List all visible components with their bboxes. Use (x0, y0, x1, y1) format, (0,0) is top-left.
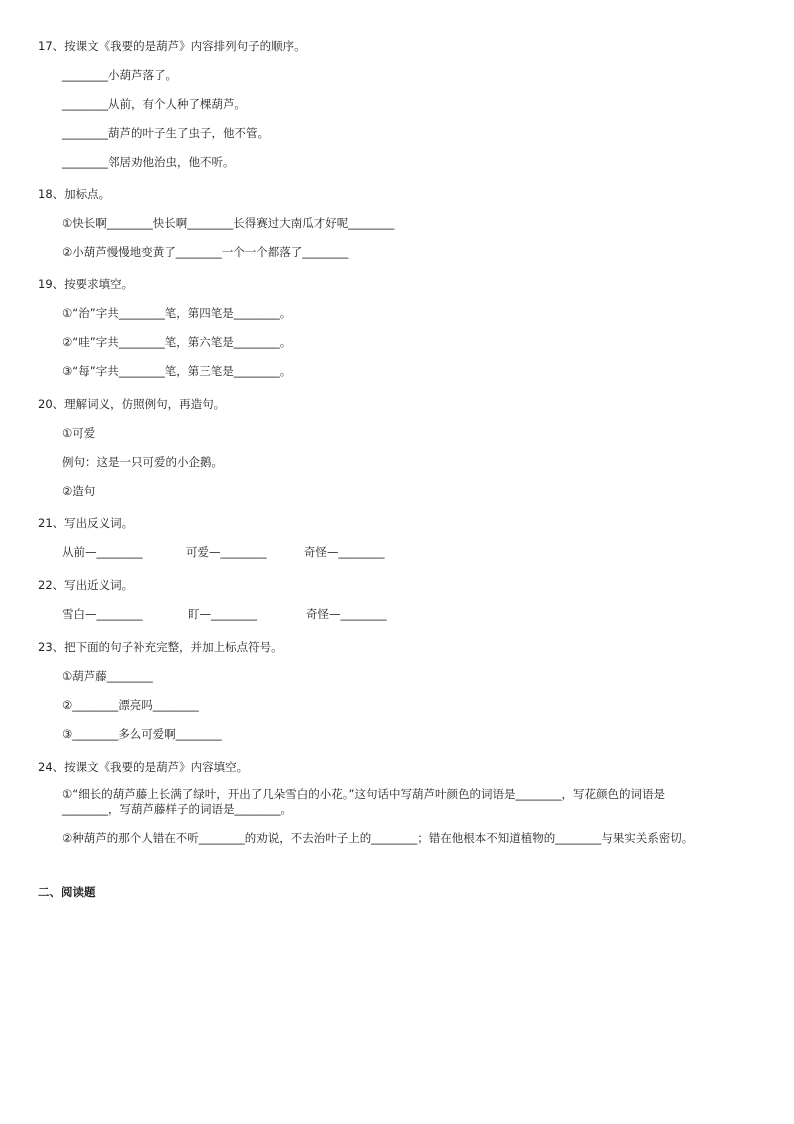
q17-item-4: ________邻居劝他治虫，他不听。 (62, 155, 235, 169)
q18-item-2: ②小葫芦慢慢地变黄了________一个一个都落了________ (62, 245, 349, 259)
q17-item-1: ________小葫芦落了。 (62, 68, 177, 82)
q22-item-3: 奇怪—________ (306, 607, 387, 621)
question-22-title: 22、写出近义词。 (38, 578, 134, 592)
q19-item-1: ①“治”字共________笔，第四笔是________。 (62, 306, 292, 320)
q24-item-2: ②种葫芦的那个人错在不听________的劝说，不去治叶子上的________；错在他根本不知道植物的________与果实关系密切。 (62, 831, 694, 845)
q23-item-1: ①葫芦藤________ (62, 669, 153, 683)
q21-item-1: 从前—________ (62, 545, 143, 559)
section-reading-title: 二、阅读题 (38, 885, 96, 899)
question-23-title: 23、把下面的句子补充完整，并加上标点符号。 (38, 640, 283, 654)
q23-item-2: ②________漂亮吗________ (62, 698, 199, 712)
q22-item-2: 盯—________ (188, 607, 257, 621)
question-24-title: 24、按课文《我要的是葫芦》内容填空。 (38, 760, 249, 774)
question-21-title: 21、写出反义词。 (38, 516, 134, 530)
q17-item-2: ________从前，有个人种了棵葫芦。 (62, 97, 246, 111)
q19-item-3: ③“每”字共________笔，第三笔是________。 (62, 364, 292, 378)
q19-item-2: ②“哇”字共________笔，第六笔是________。 (62, 335, 292, 349)
q22-row (62, 606, 387, 622)
question-19-title: 19、按要求填空。 (38, 277, 134, 291)
q20-item-2: ②造句 (62, 484, 96, 498)
q21-row (62, 544, 385, 560)
q21-item-3: 奇怪—________ (304, 545, 385, 559)
q17-item-3: ________葫芦的叶子生了虫子，他不管。 (62, 126, 269, 140)
question-18-title: 18、加标点。 (38, 187, 111, 201)
q21-item-2: 可爱—________ (186, 545, 267, 559)
q20-item-1: ①可爱 (62, 426, 96, 440)
q22-item-1: 雪白—________ (62, 607, 143, 621)
q24-item-1: ①“细长的葫芦藤上长满了绿叶，开出了几朵雪白的小花。”这句话中写葫芦叶颜色的词语是________，写花颜色的词语是________，写葫芦藤样子的词语是________。 (62, 787, 665, 816)
q23-item-3: ③________多么可爱啊________ (62, 727, 222, 741)
q20-example: 例句：这是一只可爱的小企鹅。 (62, 455, 223, 469)
question-17-title: 17、按课文《我要的是葫芦》内容排列句子的顺序。 (38, 39, 306, 53)
question-20-title: 20、理解词义，仿照例句，再造句。 (38, 397, 226, 411)
q18-item-1: ①快长啊________快长啊________长得赛过大南瓜才好呢________ (62, 216, 395, 230)
